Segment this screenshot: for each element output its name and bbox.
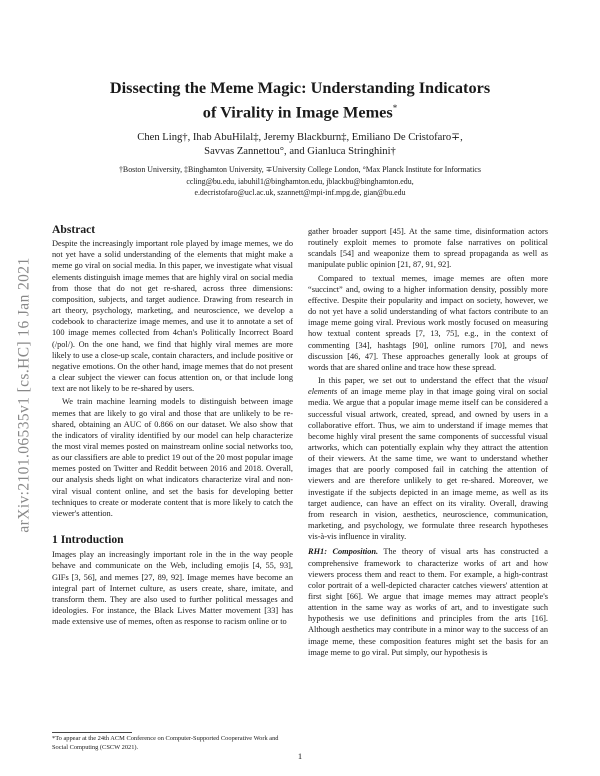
abstract-paragraph-1: Despite the increasingly important role played by image memes, we do not yet have a solid understanding of the elements that might make a meme go viral on social media. In this paper, we investigate what visual elements distinguish image memes that are highly viral on social media from those that do not get re-shared, across three dimensions: composition, subjects, and target audience. Drawing from research in art theory, psychology, marketing, and neuroscience, we develop a codebook to characterize image memes, and use it to annotate a set of 100 image memes collected from 4chan's Politically Incorrect Board (/pol/). On the one hand, we find that highly viral memes are more likely to use a close-up scale, contain characters, and include positive or negative emotions. On the other hand, image memes that do not present a clear subject the viewer can focus attention on, or that include long text are not likely to be re-shared by users. <box>52 239 293 394</box>
right-paragraph-1: gather broader support [45]. At the same time, disinformation actors routinely exploit memes to promote false narratives on political scandals [54] and weaponize them to spread propaganda as well as manipulate public opinion [21, 87, 91, 92]. <box>308 227 548 270</box>
intro-paragraph-1: Images play an increasingly important role in the in the way people behave and communicate on the Web, including emojis [4, 55, 93], GIFs [3, 56], and memes [27, 89, 92]. Image memes have become an integral part of Internet culture, as users create, share, imitate, and transform them. They are also used to further political messages and ideologies. For instance, the Black Lives Matter movement [33] has made extensive use of memes, often as response to racism online or to <box>52 550 293 627</box>
affiliations <box>60 164 540 199</box>
arxiv-id[interactable]: arXiv:2101.06535v1 [cs.HC] 16 Jan 2021 <box>16 257 34 533</box>
title-footnote-mark: * <box>392 103 398 113</box>
introduction-heading: 1 Introduction <box>52 533 124 547</box>
left-column <box>52 224 293 627</box>
affiliation-line: †Boston University, ‡Binghamton University, ∓University College London, °Max Planck Institute for Informatics <box>118 165 482 174</box>
title-line-1: Dissecting the Meme Magic: Understanding Indicators <box>109 78 491 97</box>
abstract-paragraph-2: We train machine learning models to distinguish between image memes that are likely to go viral and those that are unlikely to be re-shared, obtaining an AUC of 0.866 on our dataset. We also show that the indicators of virality identified by our model can help characterize the most viral memes posted on mainstream online social networks too, as our classifiers are able to predict 19 out of the 20 most popular image memes posted on Twitter and Reddit between 2016 and 2018. Overall, our analysis sheds light on what indicators characterize viral and non-viral visual content online, and set the basis for developing better techniques to create or moderate content that is more likely to catch the viewer's attention. <box>52 397 293 518</box>
right-column <box>308 226 548 658</box>
authors-line-2: Savvas Zannettou°, and Gianluca Stringhini† <box>204 146 396 157</box>
authors-line-1: Chen Ling†, Ihab AbuHilal‡, Jeremy Blackburn‡, Emiliano De Cristofaro∓, <box>137 132 463 143</box>
paper-title <box>60 78 540 122</box>
author-list <box>60 131 540 159</box>
abstract-heading: Abstract <box>52 223 96 236</box>
emphasis-visual-elements: visual elements <box>308 376 548 397</box>
emails-line-1: ccling@bu.edu, iabuhil1@binghamton.edu, jblackbu@binghamton.edu, <box>186 176 414 186</box>
footnote: *To appear at the 24th ACM Conference on Computer-Supported Cooperative Work and Social Computing (CSCW 2021). <box>52 735 279 751</box>
right-paragraph-3: In this paper, we set out to understand the effect that the visual elements of an image meme play in that image going viral on social media. We argue that a popular image meme itself can be considered a successful visual artwork, created, spread, and owned by users in a collaborative effort. Thus, we aim to understand if image memes that become highly viral present the same components of successful visual artworks, which can potentially explain why they attract the attention of their viewers. At the same time, we want to understand whether images that are poorly composed fail in catching the attention of viewers and are therefore unlikely to get re-shared. Moreover, we investigate if the subjects depicted in an image meme, as well as its target audience, can have an effect on its virality. Overall, drawing from research in vision, aesthetics, neuroscience, communication, marketing, and psychology, we formulate three research hypotheses vis-à-vis influence in virality. <box>308 376 548 542</box>
arxiv-stamp <box>10 215 40 575</box>
title-line-2: of Virality in Image Memes* <box>202 102 398 122</box>
emails-line-2: e.decristofaro@ucl.ac.uk, szannett@mpi-inf.mpg.de, gian@bu.edu <box>194 188 406 197</box>
rh1-label: RH1: Composition. <box>308 547 379 557</box>
rh1-paragraph: RH1: Composition. The theory of visual arts has constructed a comprehensive framework to characterize works of art and how viewers process them and react to them. For example, a high-contrast color portrait of a well-depicted character catches viewers' attention at first sight [66]. We argue that image memes may attract people's attention in the same way as works of art, and to investigate such hypothesis we use definitions and principles from the arts [16]. Although aesthetics may contribute in a minor way to the success of an image meme, these composition features might set the basis for an image meme to go viral. Put simply, our hypothesis is <box>308 547 548 657</box>
right-paragraph-2: Compared to textual memes, image memes are often more “succinct” and, owing to a higher information density, possibly more effective. Despite their popularity and impact on society, however, we do not yet have a solid understanding of what factors contribute to an image meme going viral. Previous work mostly focused on measuring how textual content spreads [7, 13, 75], e.g., in the context of commenting [34], hashtags [90], online rumors [70], and news discussion [46, 47]. These approaches generally look at groups of words that are shared online and trace how these spread. <box>308 273 548 372</box>
footnote-divider <box>52 732 132 733</box>
page-number: 1 <box>297 751 303 761</box>
